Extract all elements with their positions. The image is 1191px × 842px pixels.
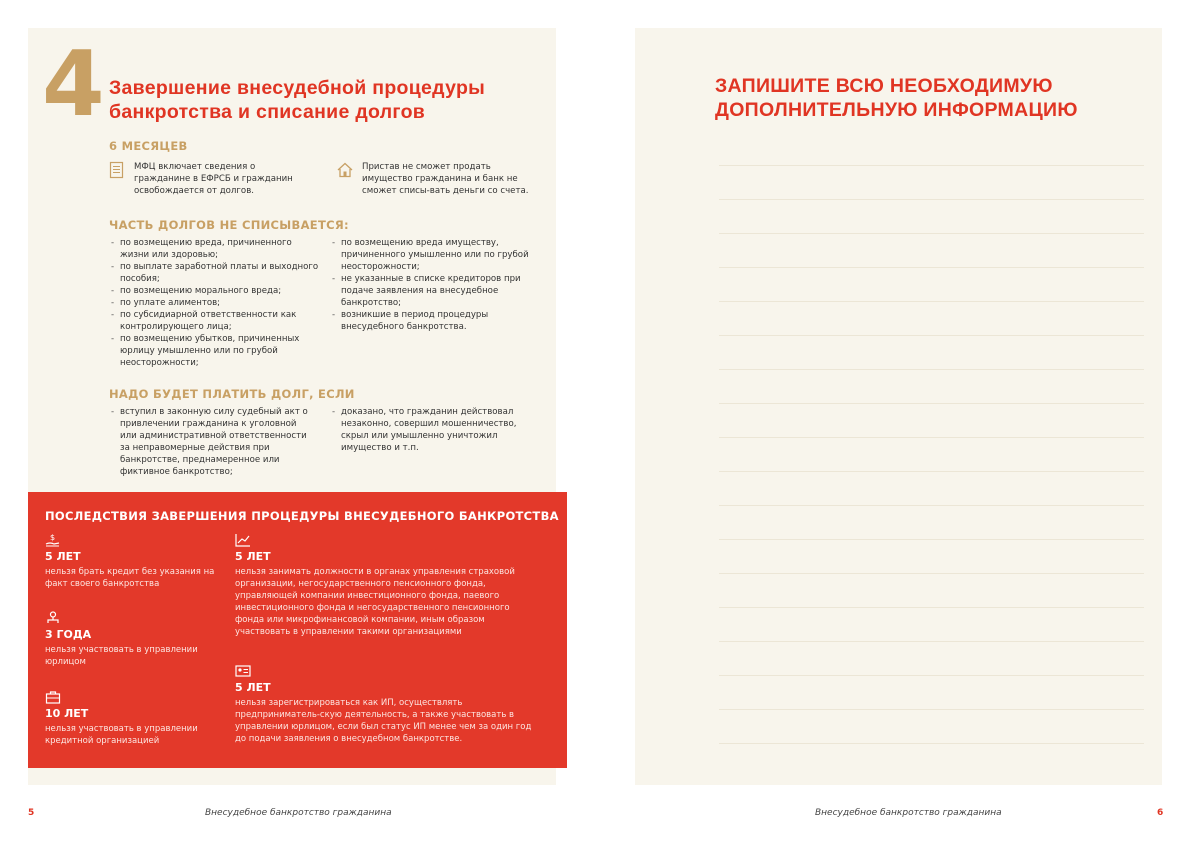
briefcase-icon bbox=[45, 690, 61, 704]
footer-text-left: Внесудебное банкротство гражданина bbox=[205, 808, 392, 818]
not-written-off-list-2 bbox=[330, 237, 530, 333]
id-card-icon bbox=[235, 664, 251, 678]
note-line[interactable] bbox=[719, 471, 1144, 472]
consequence-credit bbox=[45, 533, 215, 590]
note-line[interactable] bbox=[719, 709, 1144, 710]
info-text-efrsb: МФЦ включает сведения о гражданине в ЕФРСБ и гражданин освобождается от долгов. bbox=[134, 162, 293, 196]
note-line[interactable] bbox=[719, 369, 1144, 370]
document-list-icon bbox=[108, 161, 126, 179]
note-line[interactable] bbox=[719, 505, 1144, 506]
note-line[interactable] bbox=[719, 165, 1144, 166]
list-item: - вступил в законную силу судебный акт о привлечении гражданина к уголовной или административной ответственности за неправомерные действия при банкротстве, преднамеренное или фиктивное банкротство; bbox=[109, 406, 314, 478]
period-heading: 6 МЕСЯЦЕВ bbox=[109, 139, 188, 153]
note-line[interactable] bbox=[719, 403, 1144, 404]
step-number: 4 bbox=[42, 32, 105, 137]
note-line[interactable] bbox=[719, 437, 1144, 438]
right-page-panel bbox=[635, 28, 1162, 785]
page-title: Завершение внесудебной процедуры банкротства и списание долгов bbox=[109, 77, 486, 123]
trend-chart-icon bbox=[235, 533, 251, 547]
info-text-property: Пристав не сможет продать имущество гражданина и банк не сможет списы-вать деньги со счета. bbox=[362, 162, 529, 196]
house-icon bbox=[336, 161, 354, 179]
must-pay-list-2 bbox=[330, 406, 545, 454]
not-written-off-heading: ЧАСТЬ ДОЛГОВ НЕ СПИСЫВАЕТСЯ: bbox=[109, 218, 349, 232]
list-item: - по субсидиарной ответственности как контролирующего лица; bbox=[109, 309, 319, 333]
list-item: - по возмещению вреда, причиненного жизни или здоровью; bbox=[109, 237, 319, 261]
org-structure-icon bbox=[45, 611, 61, 625]
svg-text:$: $ bbox=[50, 533, 56, 542]
page-number-left: 5 bbox=[28, 808, 35, 818]
consequence-legal-entity bbox=[45, 611, 215, 668]
list-item: - возникшие в период процедуры внесудебного банкротства. bbox=[330, 309, 530, 333]
consequence-text: нельзя занимать должности в органах управления страховой организации, негосударственного пенсионного фонда, управляющей компании инвестиционного фонда, паевого инвестиционного фонда и негосударственного пенсионного фонда или микрофинансовой компании, иным образом участвовать в управлении такими организациями bbox=[235, 567, 515, 637]
consequence-text: нельзя зарегистрироваться как ИП, осуществлять предприниматель-скую деятельность, а также участвовать в управлении юрлицом, если был статус ИП менее чем за один год до подачи заявления о внесудебном банкротстве. bbox=[235, 698, 532, 744]
note-line[interactable] bbox=[719, 573, 1144, 574]
info-block-property bbox=[336, 161, 546, 197]
consequence-term: 5 ЛЕТ bbox=[235, 681, 271, 694]
consequence-term: 5 ЛЕТ bbox=[235, 550, 271, 563]
list-item: - по возмещению вреда имуществу, причиненного умышленно или по грубой неосторожности; bbox=[330, 237, 530, 273]
note-line[interactable] bbox=[719, 335, 1144, 336]
consequence-text: нельзя участвовать в управлении юрлицом bbox=[45, 645, 198, 667]
consequence-term: 3 ГОДА bbox=[45, 628, 92, 641]
list-item: - по возмещению убытков, причиненных юрлицу умышленно или по грубой неосторожности; bbox=[109, 333, 319, 369]
consequence-financial-orgs bbox=[235, 533, 540, 638]
consequence-term: 5 ЛЕТ bbox=[45, 550, 81, 563]
must-pay-list-1 bbox=[109, 406, 314, 478]
note-line[interactable] bbox=[719, 267, 1144, 268]
notes-title: ЗАПИШИТЕ ВСЮ НЕОБХОДИМУЮ ДОПОЛНИТЕЛЬНУЮ ИНФОРМАЦИЮ bbox=[715, 75, 1078, 121]
consequences-heading: ПОСЛЕДСТВИЯ ЗАВЕРШЕНИЯ ПРОЦЕДУРЫ ВНЕСУДЕБНОГО БАНКРОТСТВА bbox=[45, 509, 559, 523]
money-hand-icon bbox=[45, 533, 61, 547]
consequence-entrepreneur bbox=[235, 664, 540, 745]
note-line[interactable] bbox=[719, 233, 1144, 234]
consequence-text: нельзя брать кредит без указания на факт своего банкротства bbox=[45, 567, 215, 589]
list-item: - по выплате заработной платы и выходного пособия; bbox=[109, 261, 319, 285]
note-line[interactable] bbox=[719, 301, 1144, 302]
note-line[interactable] bbox=[719, 539, 1144, 540]
list-item: - не указанные в списке кредиторов при подаче заявления на внесудебное банкротство; bbox=[330, 273, 530, 309]
list-item: - по уплате алиментов; bbox=[109, 297, 319, 309]
consequence-credit-org bbox=[45, 690, 215, 747]
info-block-efrsb bbox=[108, 161, 318, 197]
page-number-right: 6 bbox=[1157, 808, 1164, 818]
note-line[interactable] bbox=[719, 743, 1144, 744]
note-line[interactable] bbox=[719, 675, 1144, 676]
not-written-off-list-1 bbox=[109, 237, 319, 369]
note-line[interactable] bbox=[719, 641, 1144, 642]
consequence-term: 10 ЛЕТ bbox=[45, 707, 89, 720]
must-pay-heading: НАДО БУДЕТ ПЛАТИТЬ ДОЛГ, ЕСЛИ bbox=[109, 387, 355, 401]
list-item: - доказано, что гражданин действовал незаконно, совершил мошенничество, скрыл или умышленно уничтожил имущество и т.п. bbox=[330, 406, 545, 454]
list-item: - по возмещению морального вреда; bbox=[109, 285, 319, 297]
note-line[interactable] bbox=[719, 199, 1144, 200]
consequence-text: нельзя участвовать в управлении кредитной организацией bbox=[45, 724, 198, 746]
note-line[interactable] bbox=[719, 607, 1144, 608]
footer-text-right: Внесудебное банкротство гражданина bbox=[815, 808, 1002, 818]
